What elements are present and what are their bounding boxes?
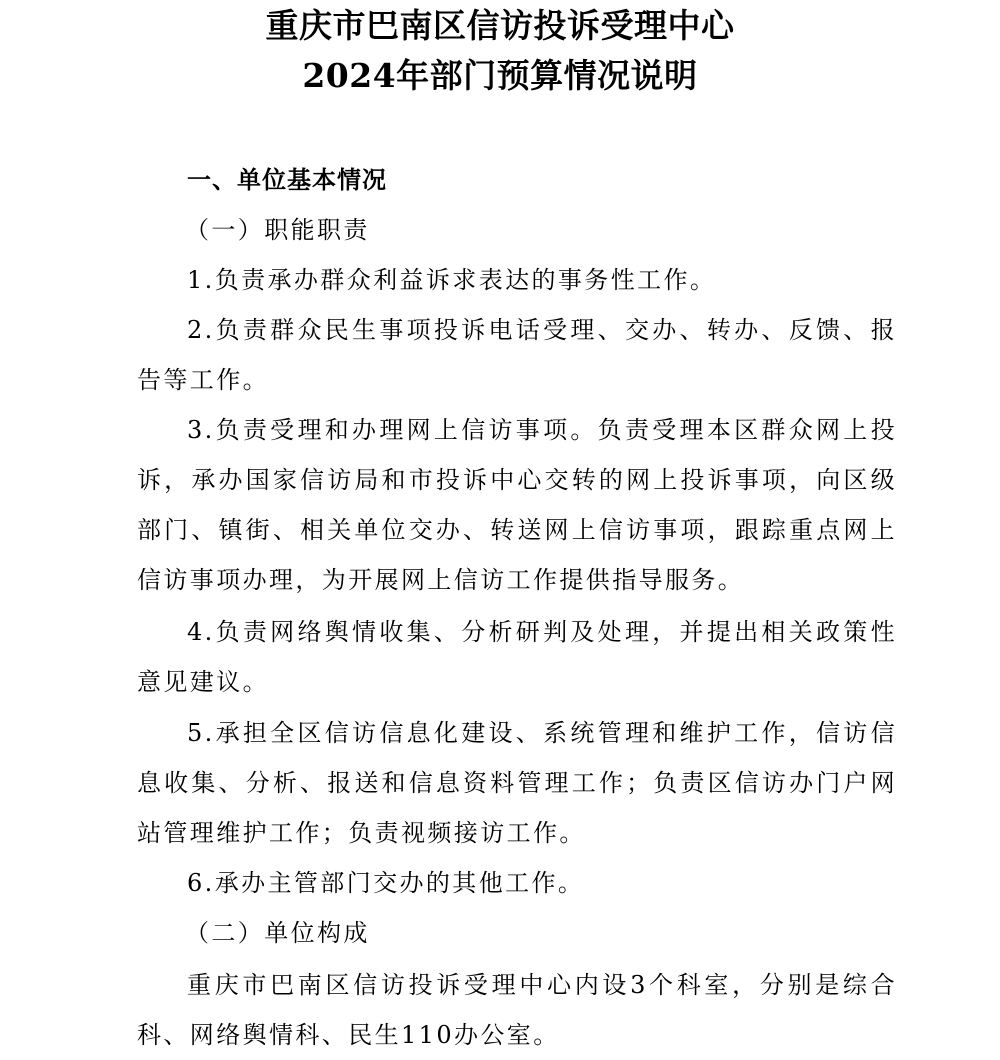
document-title-line-2: 2024年部门预算情况说明 [302,56,698,95]
duty-item-1: 1.负责承办群众利益诉求表达的事务性工作。 [187,266,717,294]
duty-item-6: 6.承办主管部门交办的其他工作。 [187,869,585,897]
subsection-heading-composition: （二）单位构成 [185,919,370,947]
subsection-heading-duties: （一）职能职责 [185,216,370,244]
document-title-line-1: 重庆市巴南区信访投诉受理中心 [265,6,735,45]
duty-item-5: 5.承担全区信访信息化建设、系统管理和维护工作，信访信息收集、分析、报送和信息资料管理工作；负责区信访办门户网站管理维护工作；负责视频接访工作。 [137,719,897,847]
section-heading-basic-info: 一、单位基本情况 [187,166,387,194]
duty-item-3: 3.负责受理和办理网上信访事项。负责受理本区群众网上投诉，承办国家信访局和市投诉中心交转的网上投诉事项，向区级部门、镇街、相关单位交办、转送网上信访事项，跟踪重点网上信访事项办理，为开展网上信访工作提供指导服务。 [137,416,897,594]
duty-item-2: 2.负责群众民生事项投诉电话受理、交办、转办、反馈、报告等工作。 [137,316,897,394]
duty-item-4: 4.负责网络舆情收集、分析研判及处理，并提出相关政策性意见建议。 [137,618,897,696]
composition-paragraph: 重庆市巴南区信访投诉受理中心内设3个科室，分别是综合科、网络舆情科、民生110办公室。 [137,971,897,1049]
